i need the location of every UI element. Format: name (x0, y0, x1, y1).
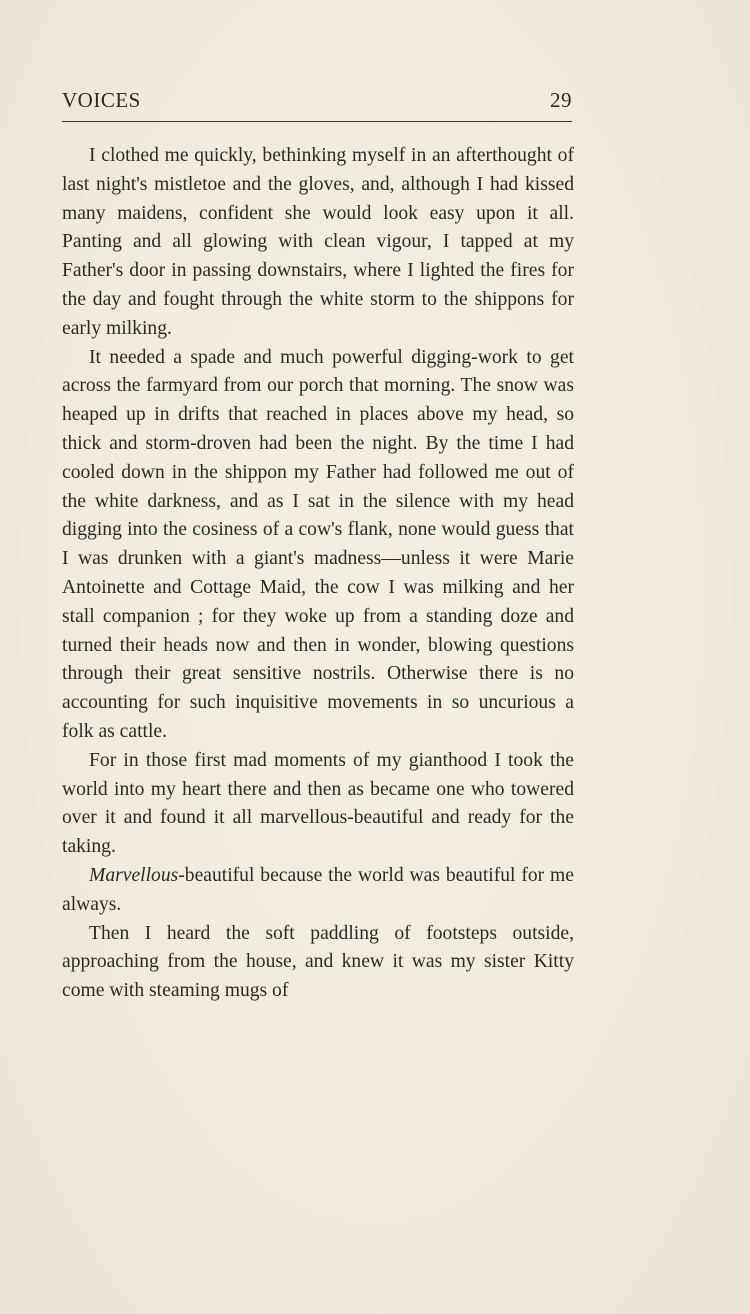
header-rule (62, 121, 572, 122)
paragraph-1-text: I clothed me quickly, bethinking myself in an afterthought of last night's mistletoe and the gloves, and, although I had kissed many maidens, confident she would look easy upon it all. Panting and all glowing with clean vigour, I tapped at my Father's door in passing downstairs, where I lighted the fires for the day and fought through the white storm to the shippons for early milking. (62, 145, 574, 339)
body-text (62, 142, 574, 1006)
paragraph-4-text: -beautiful because the world was beautiful for me always. (62, 864, 574, 915)
running-head (62, 86, 572, 118)
paragraph-3-text: For in those first mad moments of my gianthood I took the world into my heart there and then as became one who towered over it and found it all marvellous-beautiful and ready for the taking. (62, 749, 574, 858)
paragraph-4 (62, 862, 574, 920)
paragraph-5-text: Then I heard the soft paddling of footsteps outside, approaching from the house, and knew it was my sister Kitty come with steaming mugs of (62, 922, 574, 1002)
paragraph-1 (62, 142, 574, 344)
paragraph-4-italic-word: Marvellous (89, 864, 179, 886)
paragraph-2 (62, 344, 574, 747)
paragraph-2-text: It needed a spade and much powerful digging-work to get across the farmyard from our porch that morning. The snow was heaped up in drifts that reached in places above my head, so thick and storm-droven had been the night. By the time I had cooled down in the shippon my Father had followed me out of the white darkness, and as I sat in the silence with my head digging into the cosiness of a cow's flank, none would guess that I was drunken with a giant's madness—unless it were Marie Antoinette and Cottage Maid, the cow I was milking and her stall companion ; for they woke up from a standing doze and turned their heads now and then in wonder, blowing questions through their great sensitive nostrils. Otherwise there is no accounting for such inquisitive movements in so uncurious a folk as cattle. (62, 346, 574, 742)
running-head-title: VOICES (62, 88, 141, 112)
paragraph-5 (62, 920, 574, 1006)
page-number: 29 (550, 88, 572, 112)
paragraph-3 (62, 747, 574, 862)
